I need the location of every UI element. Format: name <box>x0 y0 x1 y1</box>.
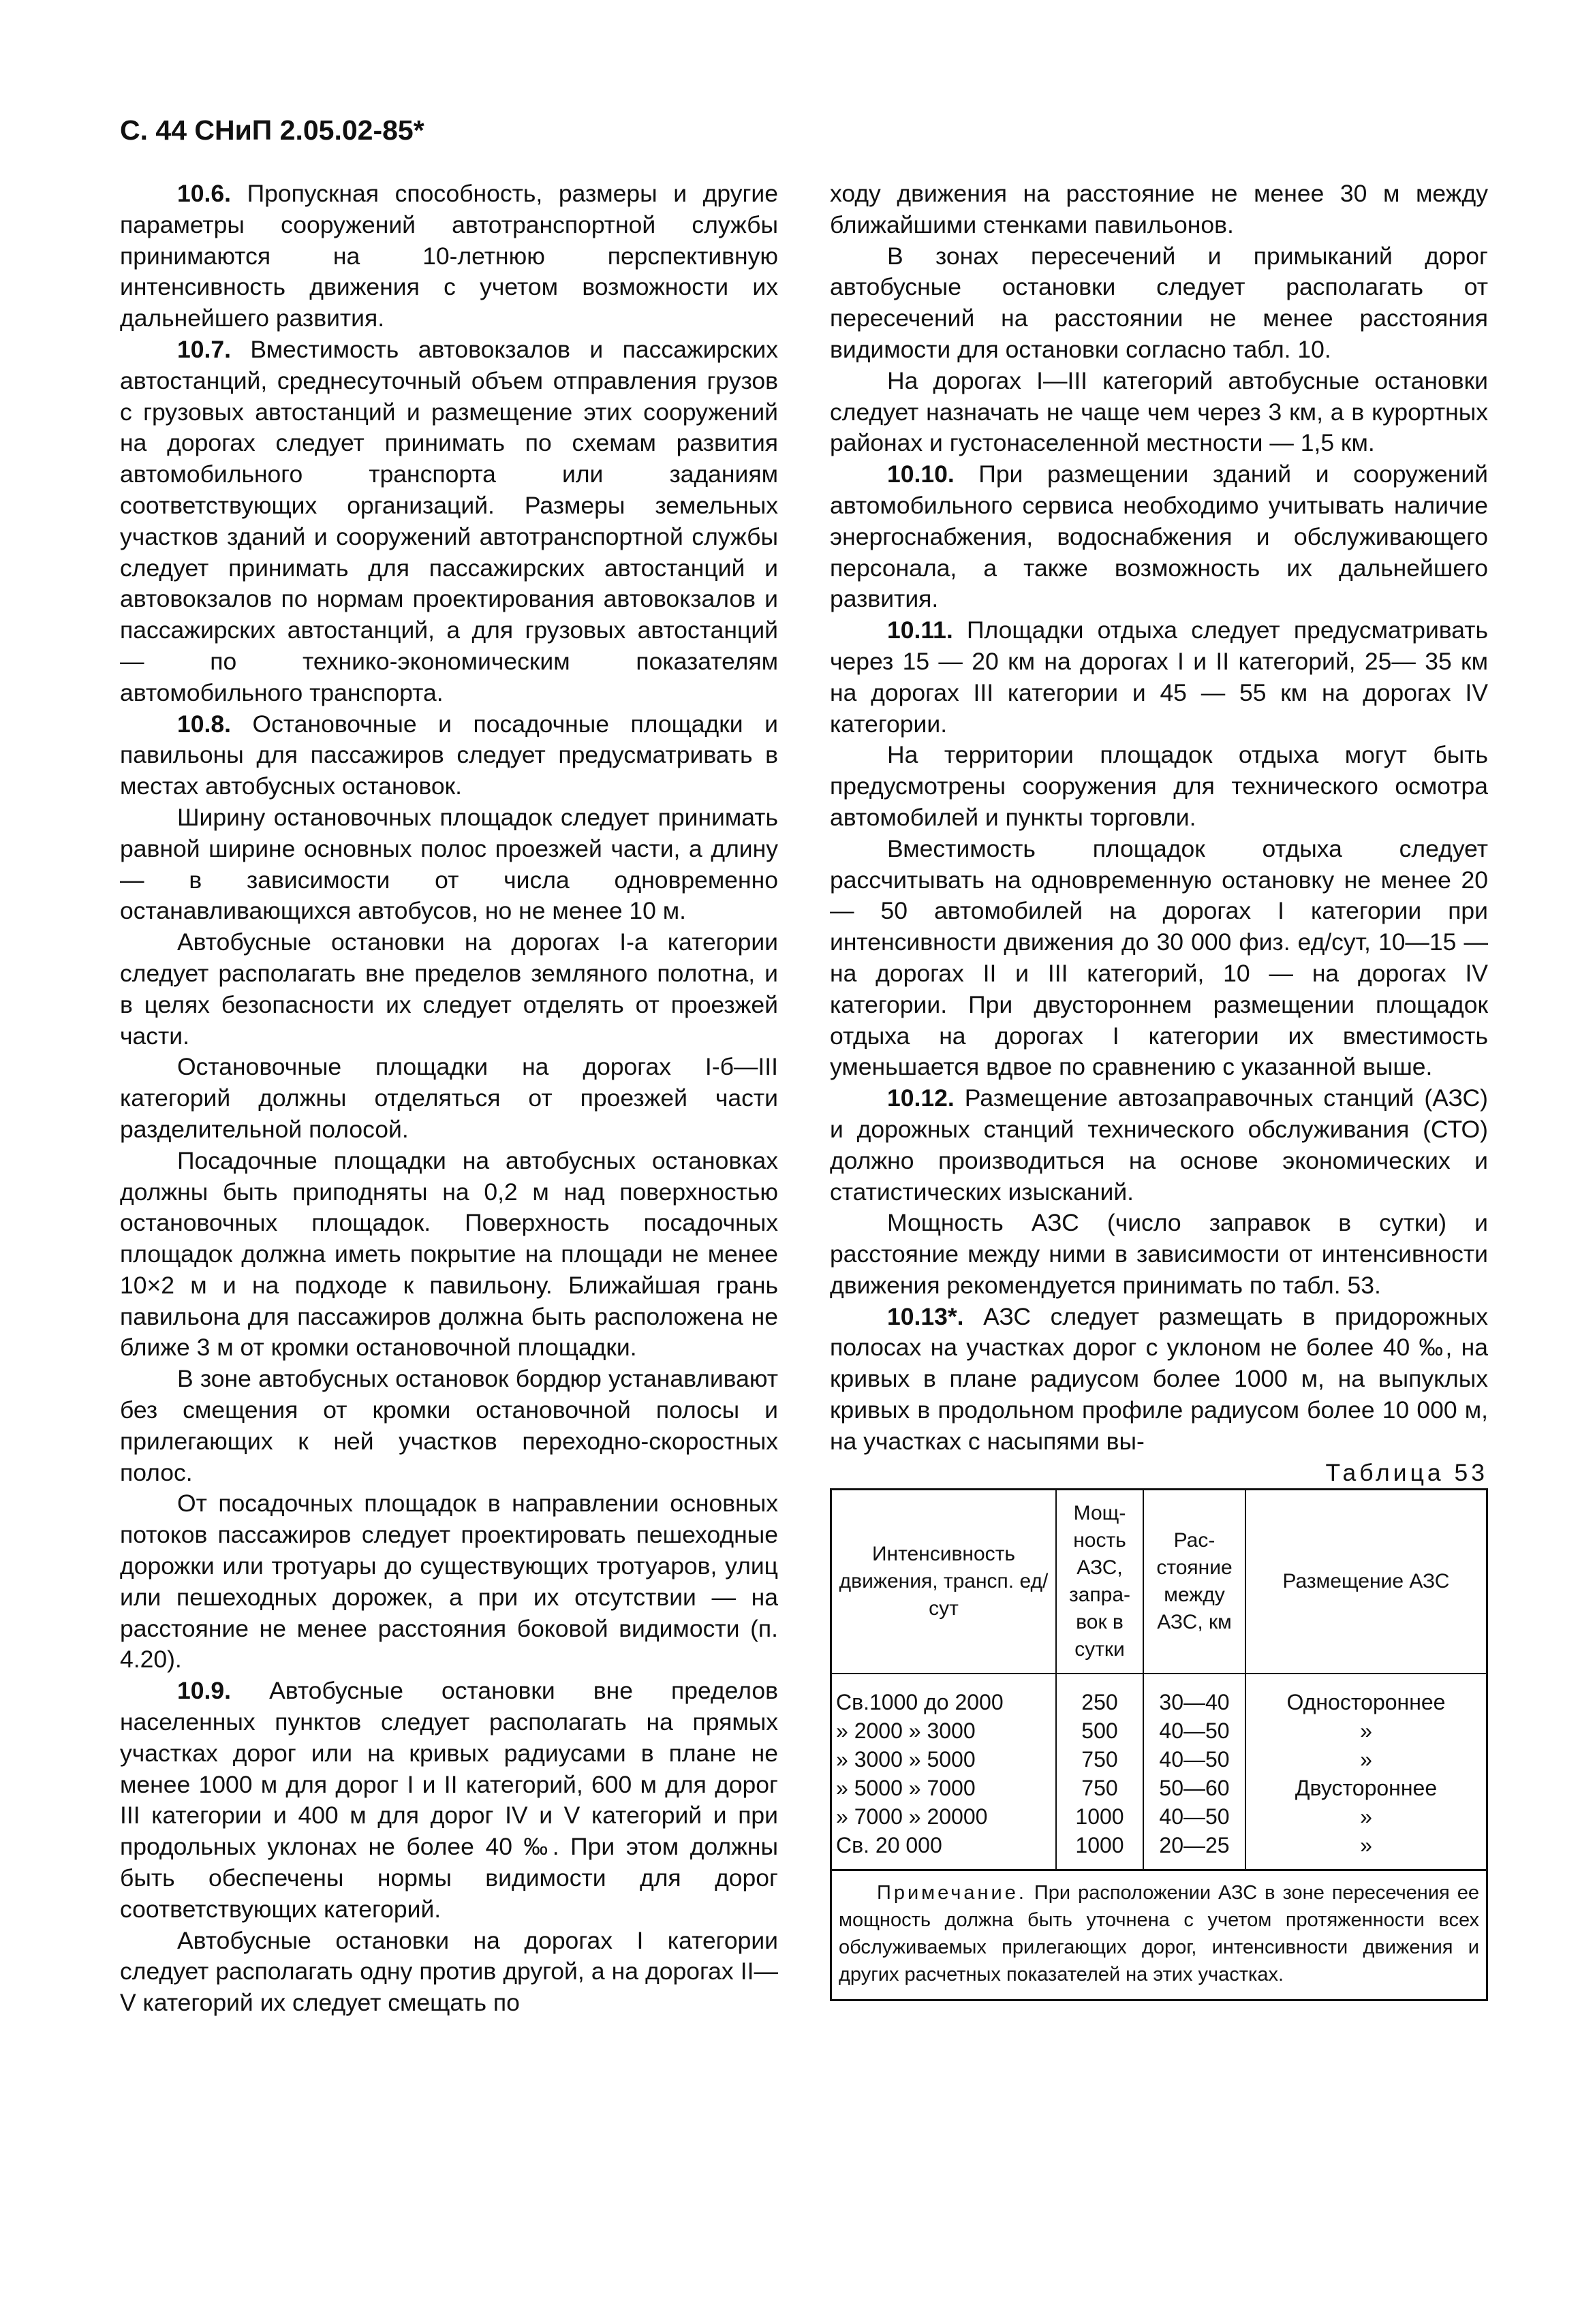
paragraph-text: От посадочных площадок в направлении основных потоков пассажиров следует проектировать пешеходные дорожки или тротуары до существующих тротуаров, улиц или пешеходных дорожек, а при их отсутствии — на расстояние не менее расстояния боковой видимости (п. 4.20). <box>120 1490 778 1674</box>
paragraph <box>120 178 778 334</box>
table-cell: 20—25 <box>1143 1831 1245 1870</box>
table-cell: 750 <box>1056 1774 1143 1802</box>
right-column-text <box>830 178 1488 1458</box>
table-note <box>831 1870 1487 2000</box>
paragraph-text: В зоне автобусных остановок бордюр устанавливают без смещения от кромки остановочной полосы и прилегающих к ней участков переходно-скоростных полос. <box>120 1365 778 1486</box>
page-header: С. 44 СНиП 2.05.02-85* <box>120 114 424 146</box>
header-intensity: Интенсивность движения, трансп. ед/сут <box>831 1490 1057 1674</box>
table-53 <box>830 1488 1488 2001</box>
paragraph <box>120 1926 778 2019</box>
table-cell: Св. 20 000 <box>836 1833 942 1858</box>
table-cell: » <box>1245 1802 1487 1831</box>
paragraph <box>830 178 1488 241</box>
paragraph-text: Мощность АЗС (число заправок в сутки) и расстояние между ними в зависимости от интенсивности движения рекомендуется принимать по табл. 53. <box>830 1209 1488 1299</box>
table-cell: » 5000 » 7000 <box>836 1776 976 1801</box>
table-cell: 500 <box>1056 1716 1143 1745</box>
paragraph <box>120 1488 778 1676</box>
paragraph <box>120 1146 778 1364</box>
paragraph <box>830 740 1488 833</box>
clause-number: 10.12. <box>887 1084 955 1112</box>
paragraph-text: На территории площадок отдыха могут быть предусмотрены сооружения для технического осмотра автомобилей и пункты торговли. <box>830 741 1488 831</box>
paragraph-text: Автобусные остановки вне пределов населенных пунктов следует располагать на прямых участках дорог или на кривых радиусами в плане не менее 1000 м для дорог I и II категорий, 600 м для дорог III категории и 400 м для дорог IV и V категорий и при продольных уклонах не более 40 ‰. При этом должны быть обеспечены нормы видимости для дорог соответствующих категорий. <box>120 1677 778 1923</box>
table-cell: » 3000 » 5000 <box>836 1747 976 1772</box>
table-cell: » <box>1245 1716 1487 1745</box>
table-cell: » 2000 » 3000 <box>836 1718 976 1744</box>
clause-number: 10.7. <box>177 335 231 363</box>
table-cell: 30—40 <box>1143 1674 1245 1716</box>
paragraph-text: В зонах пересечений и примыканий дорог автобусные остановки следует располагать от пересечений на расстоянии не менее расстояния видимости для остановки согласно табл. 10. <box>830 242 1488 363</box>
paragraph <box>830 241 1488 366</box>
note-text: При расположении АЗС в зоне пересечения ее мощность должна быть уточнена с учетом протяженности всех обслуживаемых прилегающих дорог, интенсивности движения и других расчетных показателей на этих участках. <box>839 1882 1479 1986</box>
paragraph-text: Автобусные остановки на дорогах I категории следует располагать одну против другой, а на дорогах II—V категорий их следует смещать по <box>120 1926 778 2017</box>
table-cell: » 7000 » 20000 <box>836 1804 988 1830</box>
table-header-row <box>831 1490 1487 1674</box>
table-caption: Таблица 53 <box>1325 1458 1488 1486</box>
paragraph-text: Площадки отдыха следует предусматривать через 15 — 20 км на дорогах I и II категорий, 25— 35 км на дорогах III категории и 45 — 55 км на дорогах IV категории. <box>830 616 1488 738</box>
table-note-row <box>831 1870 1487 2000</box>
table-cell: 1000 <box>1056 1831 1143 1870</box>
paragraph <box>120 802 778 927</box>
paragraph-text: Вместимость площадок отдыха следует рассчитывать на одновременную остановку не менее 20 — 50 автомобилей на дорогах I категории при интенсивности движения до 30 000 физ. ед/сут, 10—15 — на дорогах II и III категорий, 10 — на дорогах IV категории. При двустороннем размещении площадок отдыха на дорогах I категории их вместимость уменьшается вдвое по сравнению с указанной выше. <box>830 834 1488 1081</box>
paragraph <box>120 927 778 1052</box>
table-body <box>831 1674 1487 1870</box>
paragraph-text: Остановочные площадки на дорогах I-б—III категорий должны отделяться от проезжей части разделительной полосой. <box>120 1053 778 1143</box>
clause-number: 10.8. <box>177 710 231 738</box>
table-row <box>831 1745 1487 1774</box>
table-cell: Двустороннее <box>1245 1774 1487 1802</box>
paragraph-text: При размещении зданий и сооружений автомобильного сервиса необходимо учитывать наличие энергоснабжения, водоснабжения и обслуживающего персонала, а также возможность их дальнейшего развития. <box>830 460 1488 613</box>
table-cell: 1000 <box>1056 1802 1143 1831</box>
note-label: Примечание. <box>877 1882 1027 1904</box>
paragraph <box>120 1052 778 1145</box>
table-cell: 40—50 <box>1143 1802 1245 1831</box>
table-row <box>831 1716 1487 1745</box>
clause-number: 10.6. <box>177 180 231 207</box>
paragraph-text: На дорогах I—III категорий автобусные остановки следует назначать не чаще чем через 3 км, а в курортных районах и густонаселенной местности — 1,5 км. <box>830 366 1488 457</box>
paragraph <box>830 834 1488 1083</box>
table-row <box>831 1831 1487 1870</box>
table-cell: » <box>1245 1745 1487 1774</box>
table-cell: 750 <box>1056 1745 1143 1774</box>
right-column <box>830 178 1488 2001</box>
header-placement: Размещение АЗС <box>1245 1490 1487 1674</box>
paragraph-text: ходу движения на расстояние не менее 30 м между ближайшими стенками павильонов. <box>830 180 1488 238</box>
paragraph <box>830 1208 1488 1301</box>
paragraph <box>120 334 778 709</box>
table-cell: 40—50 <box>1143 1745 1245 1774</box>
clause-number: 10.9. <box>177 1677 231 1705</box>
table-cell: » <box>1245 1831 1487 1870</box>
paragraph-text: Автобусные остановки на дорогах I-а категории следует располагать вне пределов земляного полотна, и в целях безопасности их следует отделять от проезжей части. <box>120 928 778 1050</box>
table-cell: Св.1000 до 2000 <box>836 1690 1004 1715</box>
clause-number: 10.11. <box>887 616 953 644</box>
table-row <box>831 1674 1487 1716</box>
paragraph-text: Посадочные площадки на автобусных остановках должны быть приподняты на 0,2 м над поверхностью остановочных площадок. Поверхность посадочных площадок должна иметь покрытие на площади не менее 10×2 м и на подходе к павильону. Ближайшая грань павильона для пассажиров должна быть расположена не ближе 3 м от кромки остановочной площадки. <box>120 1146 778 1362</box>
paragraph <box>830 615 1488 740</box>
table-row <box>831 1774 1487 1802</box>
paragraph <box>120 1364 778 1488</box>
paragraph <box>830 1083 1488 1208</box>
paragraph-text: Ширину остановочных площадок следует принимать равной ширине основных полос проезжей части, а длину — в зависимости от числа одновременно останавливающихся автобусов, но не менее 10 м. <box>120 803 778 925</box>
header-distance: Рас-стояние между АЗС, км <box>1143 1490 1245 1674</box>
table-row <box>831 1802 1487 1831</box>
table-cell: Одностороннее <box>1245 1674 1487 1716</box>
paragraph-text: Размещение автозаправочных станций (АЗС) и дорожных станций технического обслуживания (СТО) должно производиться на основе экономических и статистических изысканий. <box>830 1084 1488 1206</box>
left-column <box>120 178 778 2019</box>
clause-number: 10.10. <box>887 460 955 488</box>
clause-number: 10.13*. <box>887 1302 964 1330</box>
paragraph <box>830 459 1488 615</box>
table-cell: 40—50 <box>1143 1716 1245 1745</box>
paragraph <box>830 366 1488 459</box>
paragraph <box>120 709 778 802</box>
header-capacity: Мощ-ность АЗС, запра-вок в сутки <box>1056 1490 1143 1674</box>
table-cell: 50—60 <box>1143 1774 1245 1802</box>
paragraph-text: Пропускная способность, размеры и другие параметры сооружений автотранспортной службы принимаются на 10-летнюю перспективную интенсивность движения с учетом возможности их дальнейшего развития. <box>120 180 778 332</box>
paragraph-text: Вместимость автовокзалов и пассажирских автостанций, среднесуточный объем отправления грузов с грузовых автостанций и размещение этих сооружений на дорогах следует принимать по схемам развития автомобильного транспорта или заданиям соответствующих организаций. Размеры земельных участков зданий и сооружений автотранспортной службы следует принимать для пассажирских автостанций и автовокзалов по нормам проектирования автовокзалов и пассажирских автостанций, а для грузовых автостанций — по технико-экономическим показателям автомобильного транспорта. <box>120 335 778 706</box>
paragraph <box>830 1302 1488 1458</box>
paragraph-text: Остановочные и посадочные площадки и павильоны для пассажиров следует предусматривать в местах автобусных остановок. <box>120 710 778 800</box>
paragraph-text: АЗС следует размещать в придорожных полосах на участках дорог с уклоном не более 40 ‰, на кривых в плане радиусом более 1000 м, на выпуклых кривых в продольном профиле радиусом более 10 000 м, на участках с насыпями вы- <box>830 1302 1488 1455</box>
paragraph <box>120 1676 778 1925</box>
table-cell: 250 <box>1056 1674 1143 1716</box>
